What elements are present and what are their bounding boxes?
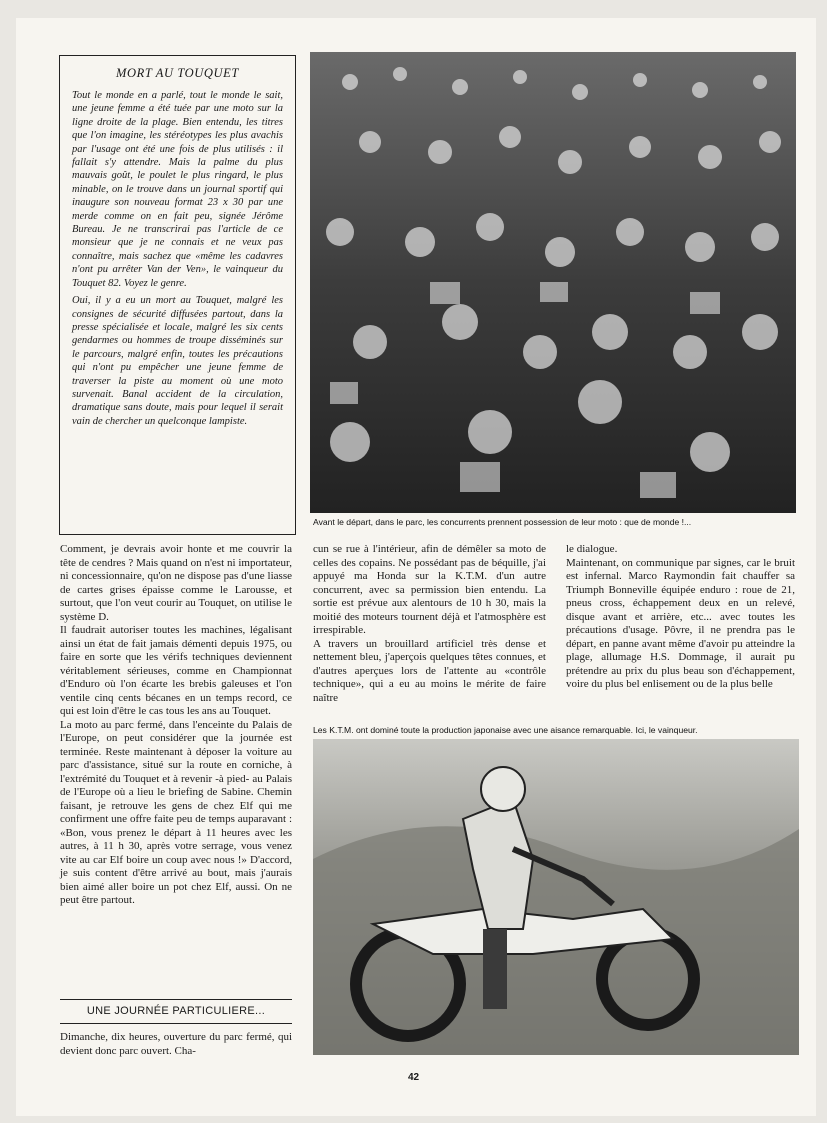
column2-paragraph-2: A travers un brouillard artificiel très dense et nettement bleu, j'aperçois quelques têtes connues, et d'autres aperçues lors de l'attente au «contrôle technique», qui a eu au moins le mérite de faire naître <box>313 637 546 704</box>
section-rule-bottom <box>60 1023 292 1024</box>
sidebar-paragraph-1: Tout le monde en a parlé, tout le monde le sait, une jeune femme a été tuée par une moto sur la ligne droite de la plage. Bien entendu, les titres que l'on imagine, les stéréotypes les plus avachis par l'usage ont été une fois de plus utilisés : il fallait s'y attendre. Mais la palme du plus mauvais goût, le poulet le plus ringard, le plus minable, on le trouve dans un journal sportif qui inaugure son nouveau format 23 x 30 par une merde comme on en fait peu, signée Jérôme Bureau. Je ne transcrirai pas l'article de ce monsieur que je ne connais et ne veux pas connaître, mais sachez que «même les cadavres n'ont pu arrêter Van der Ven», le vainqueur du Touquet 82. Voyez le genre. <box>72 90 283 289</box>
bottom-photo-caption: Les K.T.M. ont dominé toute la production japonaise avec une aisance remarquable. Ici, le vainqueur. <box>313 725 698 735</box>
column3-paragraph-2: Maintenant, on communique par signes, car le bruit est infernal. Marco Raymondin fait chauffer sa Triumph Bonneville équipée enduro : roue de 21, pneus cross, échappement deux en un relevé, disque avant et arrière, etc... avec toutes les précautions d'usage. Pôvre, il ne prendra pas le départ, en panne avant même d'avoir pu atteindre la plage, allumage H.S. Dommage, il aurait pu prétendre au prix du plus beau son d'échappement, voire du plus bel enlisement ou de la plus belle <box>566 556 795 690</box>
sidebar-box <box>59 55 296 535</box>
body-column-1 <box>60 543 292 908</box>
sidebar-title: MORT AU TOUQUET <box>116 66 239 80</box>
sidebar-paragraph-2: Oui, il y a eu un mort au Touquet, malgré les consignes de sécurité diffusées partout, dans la presse spécialisée et locale, malgré les six cents gendarmes ou hommes de troupe disséminés sur le parcours, malgré enfin, toutes les précautions qui n'ont pu empêcher une jeune femme de traverser la piste au moment où une moto survenait. Banal accident de la circulation, dramatique sans doute, mais pour lequel il serait vain de chercher un quelconque lampiste. <box>72 295 283 427</box>
body-column-3 <box>566 543 795 692</box>
winner-photo-image <box>313 739 799 1055</box>
column1-paragraph-2: Il faudrait autoriser toutes les machines, légalisant ainsi un état de fait jamais démenti depuis 1975, ou faire en sorte que les vérifs techniques deviennent véritablement sérieuses, comme en Championnat d'Enduro où l'on écarte les brebis galeuses et l'on ventile cinq cents bécanes en un temps record, ce qui est loin d'être le cas tous les ans au Touquet. <box>60 624 292 717</box>
top-photo-caption: Avant le départ, dans le parc, les concurrents prennent possession de leur moto : que de monde !... <box>313 517 692 527</box>
crowd-photo-image <box>310 52 796 513</box>
column1-paragraph-1: Comment, je devrais avoir honte et me couvrir la tête de cendres ? Mais quand on n'est ni importateur, ni concessionnaire, qu'on ne dispose pas d'une liasse de cartes grises épaisse comme le Larousse, et surtout, que l'on veut courir au Touquet, on utilise le système D. <box>60 543 292 623</box>
winner-photo <box>313 739 799 1055</box>
column1-section-text <box>60 1031 292 1058</box>
column1-section-paragraph: Dimanche, dix heures, ouverture du parc fermé, qui devient donc parc ouvert. Cha- <box>60 1031 292 1057</box>
column2-paragraph-1: cun se rue à l'intérieur, afin de démêler sa moto de celles des copains. Ne possédant pas de béquille, j'ai appuyé ma Honda sur la K.T.M. d'un autre concurrent, avec sa permission bien entendu. La sortie est prévue aux alentours de 10 h 30, mais la moitié des moteurs tournent déjà et l'atmosphère est irrespirable. <box>313 543 546 636</box>
column1-paragraph-3: La moto au parc fermé, dans l'enceinte du Palais de l'Europe, on peut considérer que la journée est terminée. Reste maintenant à déposer la voiture au parc d'assistance, situé sur la route en corniche, à l'extrémité du Touquet et à revenir -à pied- au Palais de l'Europe où a lieu le briefing de Sabine. Chemin faisant, je retrouve les gens de chez Elf qui me confirment une offre faite peu de temps auparavant : «Bon, vous prenez le départ à 11 heures avec les autres, à 11 h 30, après votre serrage, vous venez vite au car Elf boire un coup avec nous !» D'accord, je suis content d'être arrivé au bout, mais j'aurais bien aimé aller boire un pot chez Elf, aussi. On ne peut être partout. <box>60 718 292 906</box>
section-rule-top <box>60 999 292 1000</box>
section-heading: UNE JOURNÉE PARTICULIERE... <box>86 1005 266 1017</box>
body-column-2 <box>313 543 546 705</box>
column3-paragraph-1: le dialogue. <box>566 543 618 555</box>
crowd-photo <box>310 52 796 513</box>
page-number: 42 <box>407 1072 420 1083</box>
